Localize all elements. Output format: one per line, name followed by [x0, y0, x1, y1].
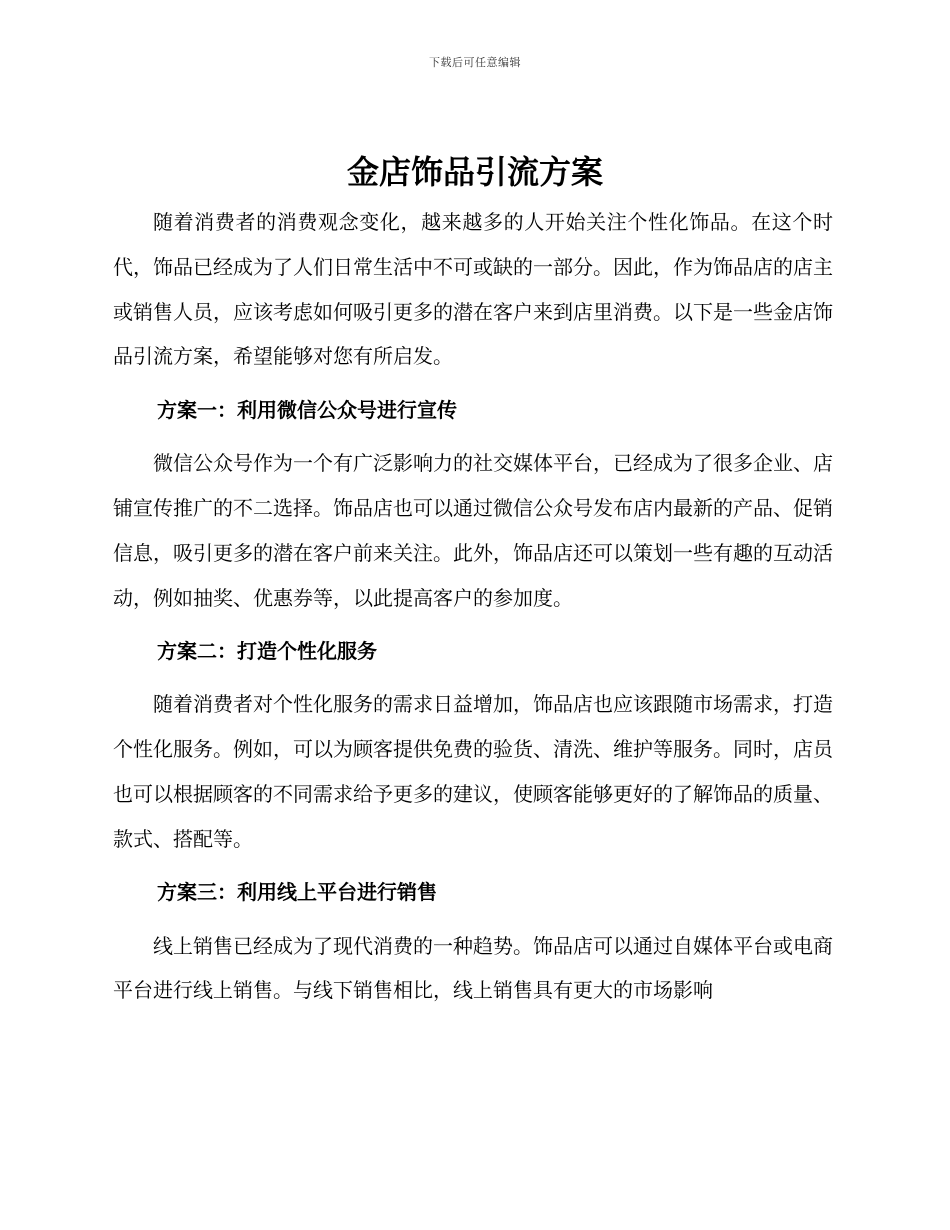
section-paragraph: 线上销售已经成为了现代消费的一种趋势。饰品店可以通过自媒体平台或电商平台进行线上销售。与线下销售相比，线上销售具有更大的市场影响 [113, 933, 833, 1003]
section-heading: 方案二：打造个性化服务 [157, 638, 377, 663]
document-body [113, 200, 833, 1013]
section-heading: 方案三：利用线上平台进行销售 [157, 880, 437, 905]
section-1 [113, 379, 833, 620]
section-heading: 方案一：利用微信公众号进行宣传 [157, 397, 457, 422]
section-3 [113, 862, 833, 1014]
section-paragraph: 随着消费者对个性化服务的需求日益增加，饰品店也应该跟随市场需求，打造个性化服务。例如，可以为顾客提供免费的验货、清洗、维护等服务。同时，店员也可以根据顾客的不同需求给予更多的建议，使顾客能够更好的了解饰品的质量、款式、搭配等。 [113, 692, 833, 851]
intro-paragraph: 随着消费者的消费观念变化，越来越多的人开始关注个性化饰品。在这个时代，饰品已经成为了人们日常生活中不可或缺的一部分。因此，作为饰品店的店主或销售人员，应该考虑如何吸引更多的潜在客户来到店里消费。以下是一些金店饰品引流方案，希望能够对您有所启发。 [113, 210, 833, 369]
section-2 [113, 620, 833, 861]
section-paragraph: 微信公众号作为一个有广泛影响力的社交媒体平台，已经成为了很多企业、店铺宣传推广的不二选择。饰品店也可以通过微信公众号发布店内最新的产品、促销信息，吸引更多的潜在客户前来关注。此外，饰品店还可以策划一些有趣的互动活动，例如抽奖、优惠券等，以此提高客户的参加度。 [113, 451, 833, 610]
document-title: 金店饰品引流方案 [346, 153, 603, 191]
page-header-note: 下载后可任意编辑 [429, 56, 521, 69]
